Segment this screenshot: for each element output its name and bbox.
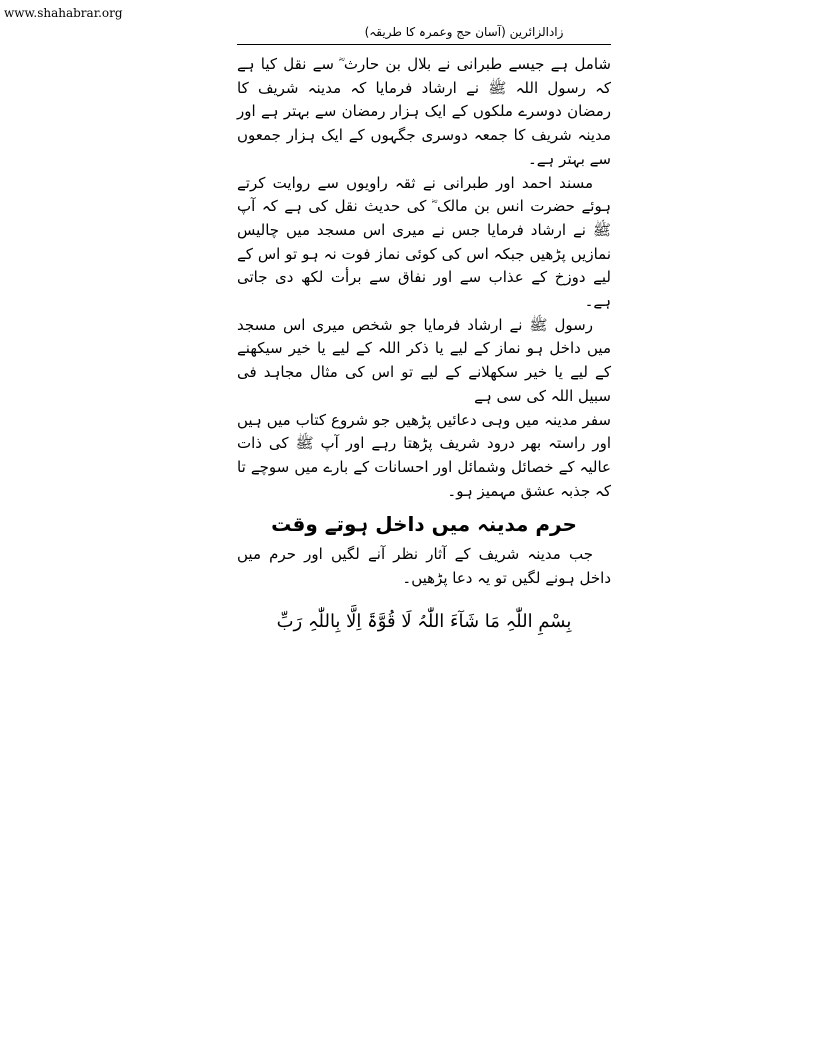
after-heading-text	[237, 543, 611, 590]
site-watermark: www.shahabrar.org	[4, 6, 123, 20]
paragraph-4: سفر مدینہ میں وہی دعائیں پڑھیں جو شروع کتاب میں ہیں اور راستہ بھر درود شریف پڑھتا رہے اور آپ ﷺ کی ذات عالیہ کے خصائل وشمائل اور احسانات کے بارے میں سوچے تا کہ جذبہ عشق مہمیز ہو۔	[237, 410, 611, 500]
paragraph-5: جب مدینہ شریف کے آثار نظر آنے لگیں اور حرم میں داخل ہونے لگیں تو یہ دعا پڑھیں۔	[237, 545, 611, 588]
running-header: زادالزائرین (آسان حج وعمرہ کا طریقہ)	[364, 25, 564, 39]
book-page	[237, 22, 611, 637]
body-text	[237, 53, 611, 503]
header-rule	[237, 44, 611, 45]
dua-text: بِسْمِ اللّٰہِ مَا شَآءَ اللّٰہُ لَا قُوَّۃَ اِلَّا بِاللّٰہِ رَبِّ	[276, 610, 572, 632]
paragraph-3: رسول ﷺ نے ارشاد فرمایا جو شخص میری اس مسجد میں داخل ہو نماز کے لیے یا ذکر اللہ کے لیے یا خیر سیکھنے کے لیے یا خیر سکھلانے کے لیے تو اس کی مثال مجاہد فی سبیل اللہ کی سی ہے	[237, 315, 611, 405]
section-heading: حرم مدینہ میں داخل ہوتے وقت	[271, 512, 577, 537]
paragraph-2: مسند احمد اور طبرانی نے ثقہ راویوں سے روایت کرتے ہوئے حضرت انس بن مالک ؓ کی حدیث نقل کی ہے کہ آپ ﷺ نے ارشاد فرمایا جس نے میری اس مسجد میں چالیس نمازیں پڑھیں جبکہ اس کی کوئی نماز فوت نہ ہو تو اس کے لیے دوزخ کے عذاب سے اور نفاق سے برأت لکھ دی جاتی ہے۔	[237, 173, 611, 311]
paragraph-1: شامل ہے جیسے طبرانی نے بلال بن حارث ؓ سے نقل کیا ہے کہ رسول اللہ ﷺ نے ارشاد فرمایا کہ مدینہ شریف کا رمضان دوسرے ملکوں کے ایک ہزار رمضان سے بہتر ہے اور مدینہ شریف کا جمعہ دوسری جگہوں کے ایک ہزار جمعوں سے بہتر ہے۔	[237, 55, 611, 168]
